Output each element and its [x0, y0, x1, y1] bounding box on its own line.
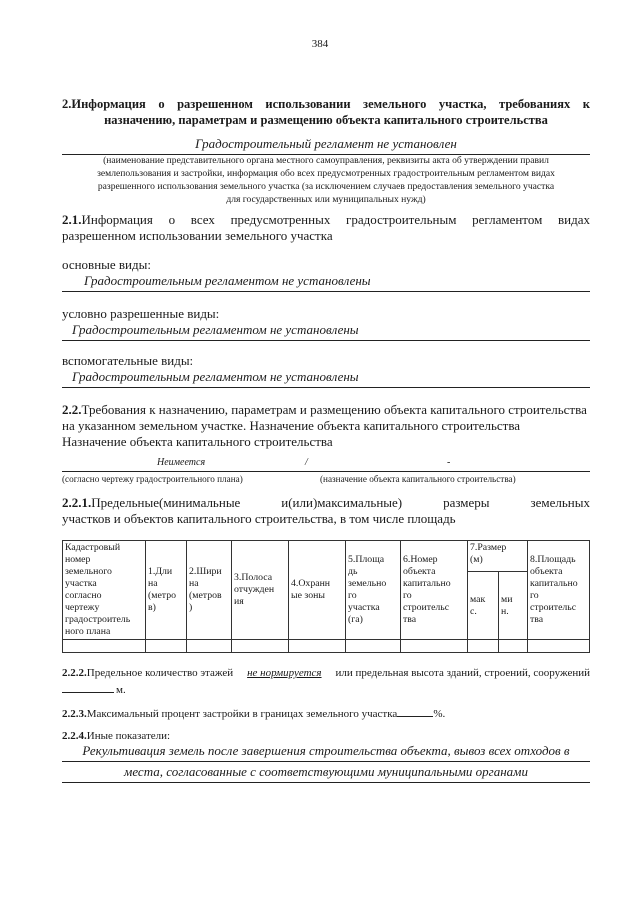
cell-line: (метров	[189, 590, 222, 601]
conditional-types-value: Градостроительным регламентом не установлены	[72, 322, 359, 337]
other-indicators-line1	[62, 743, 590, 762]
cell-line: го	[530, 590, 539, 601]
cell-line: 6.Номер	[403, 554, 438, 565]
table-cell	[468, 640, 499, 653]
cell-line: Кадастровый	[65, 542, 121, 553]
cell-line: ые зоны	[291, 590, 325, 601]
cell-line: участка	[65, 578, 97, 589]
coverage-unit: %.	[433, 708, 446, 720]
table-cell	[289, 640, 346, 653]
purpose-slash: /	[305, 457, 308, 468]
purpose-caption-left: (согласно чертежу градостроительного плана)	[62, 474, 243, 484]
section-2-2-1-number: 2.2.1.	[62, 495, 92, 510]
cell-line: капитально	[530, 578, 578, 589]
section-2-2-4-label	[62, 730, 170, 742]
section-2-2-3	[62, 706, 445, 720]
cell-line: градостроитель	[65, 614, 131, 625]
table-cell	[528, 640, 590, 653]
cell-line: строительс	[530, 602, 577, 613]
purpose-caption-right: (назначение объекта капитального строительства)	[320, 474, 516, 484]
section-2-2	[62, 402, 590, 450]
table-cell	[63, 640, 146, 653]
table-header-row	[63, 541, 590, 572]
caption-line: для государственных или муниципальных нужд)	[226, 194, 426, 205]
section-2-2-3-number: 2.2.3.	[62, 708, 87, 720]
cell-line: строительс	[403, 602, 450, 613]
section-2-2-1-lead	[62, 495, 240, 511]
height-blank	[62, 682, 114, 693]
cell-line: дь	[348, 566, 358, 577]
word: предусмотренных	[230, 212, 331, 227]
cell-line: 4.Охранн	[291, 578, 331, 589]
cell-line: земельно	[348, 578, 387, 589]
table-cell	[346, 640, 401, 653]
basic-types-field	[62, 273, 590, 292]
section-2-1-line1	[62, 212, 590, 228]
col-alienation-strip	[232, 541, 289, 640]
caption-line: разрешенного использования земельного участка (за исключением случаев предоставления земельного участка	[97, 181, 555, 192]
col-cadastral-number	[63, 541, 146, 640]
section-2-2-number: 2.2.	[62, 402, 82, 417]
basic-types-value: Градостроительным регламентом не установлены	[84, 273, 371, 288]
section-2-2-3-text: Максимальный процент застройки в границах земельного участка	[86, 708, 398, 720]
section-2-heading-line2: назначению, параметрам и размещению объекта капитального строительства	[104, 113, 548, 127]
conditional-types-label: условно разрешенные виды:	[62, 306, 220, 321]
page-number: 384	[311, 38, 329, 50]
cell-line: отчужден	[234, 584, 275, 595]
section-2-2-text: Требования к назначению, параметрам и размещению объекта капитального строительства	[81, 402, 587, 417]
section-2-2-line3: Назначение объекта капитального строительства	[62, 434, 333, 449]
table-row	[63, 640, 590, 653]
cell-line: объекта	[403, 566, 436, 577]
word: градостроительным	[346, 212, 457, 227]
cell-line: (га)	[348, 614, 363, 625]
word: земельных	[530, 495, 590, 510]
cell-line: на	[189, 578, 199, 589]
cell-line: 2.Шири	[189, 566, 222, 577]
section-2-2-2-line2	[62, 682, 126, 696]
word: Предельные(минимальные	[91, 495, 241, 510]
reglament-field	[62, 136, 590, 155]
purpose-right-value: -	[447, 457, 451, 468]
cell-line: объекта	[530, 566, 563, 577]
col-size-max	[468, 572, 499, 640]
cell-line: 1.Дли	[148, 566, 173, 577]
col-protected-zones	[289, 541, 346, 640]
basic-types-label: основные виды:	[62, 257, 151, 272]
section-2-heading-line1: 2.Информация о разрешенном использовании земельного участка, требованиях к	[62, 97, 590, 111]
col-width	[187, 541, 232, 640]
section-2-2-4-text: Иные показатели:	[86, 730, 171, 742]
auxiliary-types-field	[62, 369, 590, 388]
other-indicators-text2: места, согласованные с соответствующими муниципальными органами	[124, 764, 528, 779]
word: о	[168, 212, 176, 227]
table-cell	[499, 640, 528, 653]
section-2-1-number: 2.1.	[62, 212, 82, 227]
cell-line: тва	[530, 614, 544, 625]
other-indicators-line2	[62, 764, 590, 783]
table-cell	[232, 640, 289, 653]
cell-line: номер	[65, 554, 91, 565]
cell-line: го	[403, 590, 412, 601]
cell-line: (метро	[148, 590, 177, 601]
cell-line: 3.Полоса	[234, 572, 273, 583]
section-2-1-line2: разрешенном использовании земельного участка	[62, 228, 333, 243]
section-2-2-2-line1	[62, 667, 590, 679]
section-2-2-4-number: 2.2.4.	[62, 730, 87, 742]
cell-line: ми	[501, 593, 513, 605]
cell-line: ного плана	[65, 626, 111, 637]
cell-line: )	[189, 602, 193, 613]
floors-value: не нормируется	[247, 667, 322, 679]
purpose-left-value: Неимеется	[157, 457, 206, 468]
table-cell	[187, 640, 232, 653]
cell-line: в)	[148, 602, 156, 613]
cell-line: чертежу	[65, 602, 100, 613]
section-2-2-line1	[62, 402, 590, 418]
height-unit: м.	[116, 684, 126, 696]
other-indicators-text1: Рекультивация земель после завершения строительства объекта, вывоз всех отходов в	[82, 743, 570, 758]
word: Информация	[81, 212, 153, 227]
col-object-area	[528, 541, 590, 640]
cell-line: 7.Размер	[470, 542, 507, 553]
word: регламентом	[472, 212, 543, 227]
section-2-2-2-lead	[62, 667, 233, 679]
col-size-min	[499, 572, 528, 640]
cell-line: капитально	[403, 578, 451, 589]
cell-line: участка	[348, 602, 380, 613]
auxiliary-types-label: вспомогательные виды:	[62, 353, 194, 368]
purpose-field	[62, 456, 590, 472]
cell-line: го	[348, 590, 357, 601]
section-2-2-1-line1	[62, 495, 590, 511]
auxiliary-types-value: Градостроительным регламентом не установлены	[72, 369, 359, 384]
col-object-number	[401, 541, 468, 640]
col-length	[146, 541, 187, 640]
conditional-types-field	[62, 322, 590, 341]
reglament-value: Градостроительный регламент не установлен	[195, 136, 457, 151]
section-2-2-2-post: или предельная высота зданий, строений, сооружений	[335, 667, 590, 679]
cell-line: ия	[234, 596, 244, 607]
cell-line: мак	[470, 593, 486, 605]
cell-line: (м)	[470, 554, 483, 565]
word: размеры	[443, 495, 490, 510]
table-cell	[401, 640, 468, 653]
word: всех	[190, 212, 215, 227]
reglament-caption	[62, 154, 590, 206]
cell-line: тва	[403, 614, 417, 625]
cell-line: 8.Площадь	[530, 554, 576, 565]
parameters-table	[62, 540, 590, 653]
section-2-2-2-pre: Предельное количество этажей	[86, 667, 234, 679]
col-size	[468, 541, 528, 572]
section-2-2-2-number: 2.2.2.	[62, 667, 87, 679]
coverage-blank	[397, 706, 433, 717]
caption-line: землепользования и застройки, информация обо всех предусмотренных градостроительным регламентом видах	[97, 168, 555, 179]
section-2-2-line2: на указанном земельном участке. Назначение объекта капитального строительства	[62, 418, 521, 433]
table-cell	[146, 640, 187, 653]
cell-line: н.	[501, 605, 509, 617]
caption-line: (наименование представительного органа местного самоуправления, реквизиты акта об утверждении правил	[103, 155, 549, 166]
section-2-1-lead	[62, 212, 153, 228]
word: и(или)максимальные)	[281, 495, 403, 510]
section-2-2-1-line2: участков и объектов капитального строительства, в том числе площадь	[62, 511, 456, 526]
cell-line: с.	[470, 605, 477, 617]
word: видах	[558, 212, 590, 227]
cell-line: на	[148, 578, 158, 589]
cell-line: 5.Площа	[348, 554, 385, 565]
col-plot-area	[346, 541, 401, 640]
section-2-heading	[62, 96, 590, 128]
cell-line: земельного	[65, 566, 112, 577]
cell-line: согласно	[65, 590, 102, 601]
